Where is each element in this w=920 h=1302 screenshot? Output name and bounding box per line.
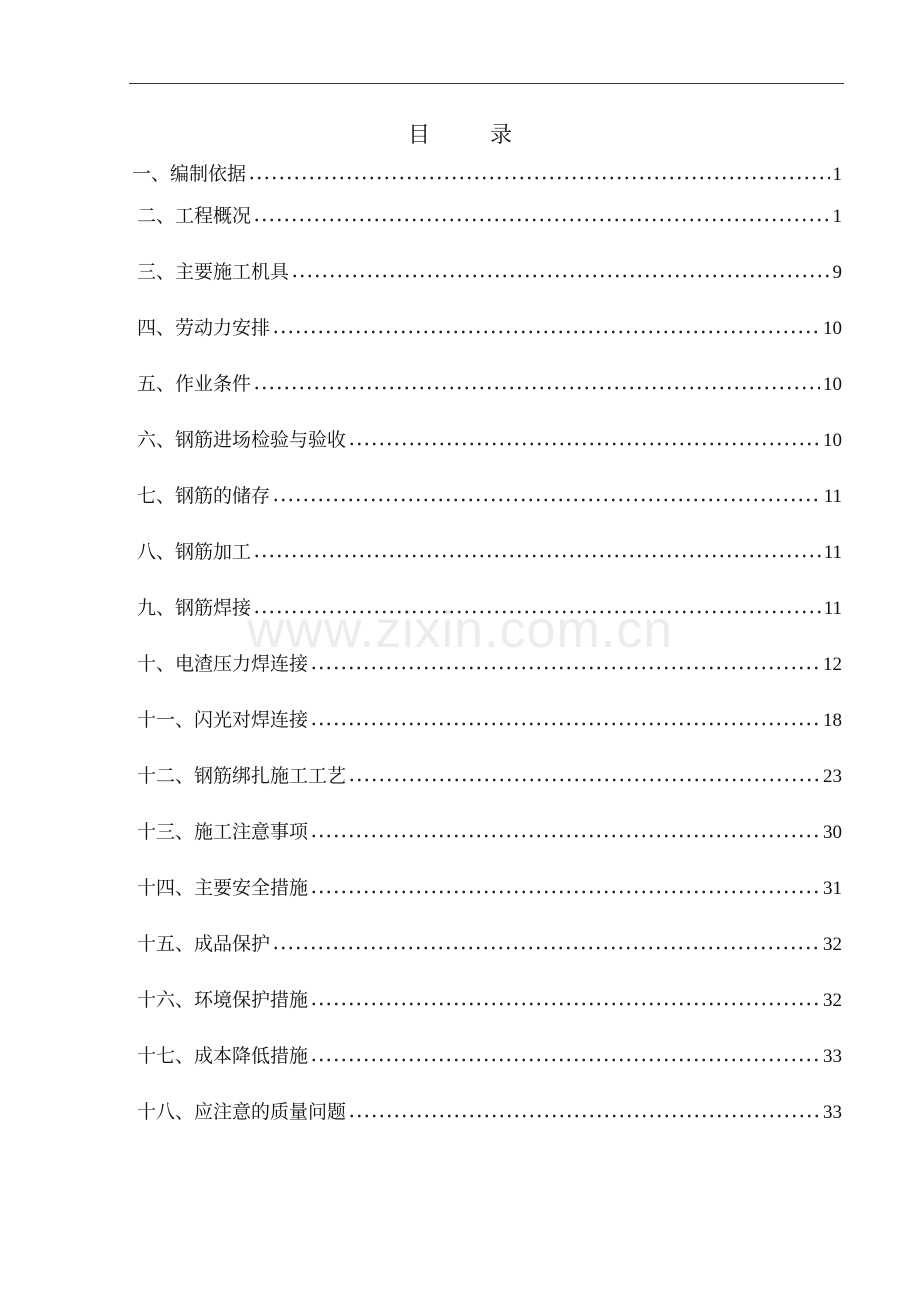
toc-dot-leader <box>310 1002 820 1006</box>
toc-entry-label: 十五、成品保护 <box>137 933 271 955</box>
toc-entry-page: 30 <box>823 822 842 843</box>
toc-entry-label: 十三、施工注意事项 <box>137 821 309 843</box>
toc-entry-4[interactable] <box>137 314 842 342</box>
toc-dot-leader <box>253 386 820 390</box>
toc-entry-18[interactable] <box>137 1098 842 1126</box>
toc-entry-label: 十八、应注意的质量问题 <box>137 1101 347 1123</box>
toc-dot-leader <box>253 218 829 222</box>
toc-entry-page: 10 <box>823 318 842 339</box>
toc-dot-leader <box>310 666 820 670</box>
toc-entry-label: 四、劳动力安排 <box>137 317 271 339</box>
toc-dot-leader <box>310 890 820 894</box>
toc-dot-leader <box>272 946 820 950</box>
toc-dot-leader <box>253 610 821 614</box>
toc-title-left: 目 <box>407 123 430 148</box>
toc-entry-page: 32 <box>823 934 842 955</box>
toc-entry-page: 1 <box>832 164 842 185</box>
toc-entry-page: 23 <box>823 766 842 787</box>
toc-entry-label: 十一、闪光对焊连接 <box>137 709 309 731</box>
toc-dot-leader <box>348 442 820 446</box>
toc-entry-page: 11 <box>823 486 842 507</box>
toc-entry-3[interactable] <box>137 258 842 286</box>
toc-entry-10[interactable] <box>137 650 842 678</box>
toc-entry-label: 六、钢筋进场检验与验收 <box>137 429 347 451</box>
toc-dot-leader <box>310 834 820 838</box>
toc-entry-12[interactable] <box>137 762 842 790</box>
toc-entry-label: 二、工程概况 <box>137 205 252 227</box>
toc-entry-page: 11 <box>823 598 842 619</box>
watermark: www.zixin.com.cn <box>246 601 674 659</box>
toc-entry-label: 一、编制依据 <box>132 163 247 185</box>
toc-entry-page: 10 <box>823 374 842 395</box>
toc-entry-17[interactable] <box>137 1042 842 1070</box>
toc-entry-page: 12 <box>823 654 842 675</box>
toc-entry-6[interactable] <box>137 426 842 454</box>
toc-entry-5[interactable] <box>137 370 842 398</box>
toc-entry-label: 十六、环境保护措施 <box>137 989 309 1011</box>
toc-entry-page: 11 <box>823 542 842 563</box>
toc-entry-13[interactable] <box>137 818 842 846</box>
toc-entry-page: 31 <box>823 878 842 899</box>
toc-entry-2[interactable] <box>137 202 842 230</box>
toc-entry-1[interactable] <box>132 160 842 188</box>
toc-entry-page: 9 <box>832 262 842 283</box>
toc-entry-14[interactable] <box>137 874 842 902</box>
toc-dot-leader <box>310 722 820 726</box>
toc-entry-9[interactable] <box>137 594 842 622</box>
toc-title-right: 录 <box>490 123 513 148</box>
toc-entry-label: 五、作业条件 <box>137 373 252 395</box>
toc-dot-leader <box>291 274 829 278</box>
toc-entry-label: 三、主要施工机具 <box>137 261 290 283</box>
toc-dot-leader <box>348 778 820 782</box>
toc-entry-label: 九、钢筋焊接 <box>137 597 252 619</box>
toc-entry-label: 八、钢筋加工 <box>137 541 252 563</box>
toc-dot-leader <box>310 1058 820 1062</box>
toc-entry-label: 十二、钢筋绑扎施工工艺 <box>137 765 347 787</box>
toc-entry-7[interactable] <box>137 482 842 510</box>
toc-entry-page: 32 <box>823 990 842 1011</box>
toc-dot-leader <box>253 554 821 558</box>
toc-entry-page: 33 <box>823 1046 842 1067</box>
toc-entry-page: 18 <box>823 710 842 731</box>
toc-entry-label: 十、电渣压力焊连接 <box>137 653 309 675</box>
toc-dot-leader <box>348 1114 820 1118</box>
toc-entry-label: 十四、主要安全措施 <box>137 877 309 899</box>
toc-entry-11[interactable] <box>137 706 842 734</box>
toc-entry-16[interactable] <box>137 986 842 1014</box>
toc-entry-label: 十七、成本降低措施 <box>137 1045 309 1067</box>
toc-entry-15[interactable] <box>137 930 842 958</box>
toc-entry-8[interactable] <box>137 538 842 566</box>
toc-dot-leader <box>248 176 829 180</box>
toc-dot-leader <box>272 498 821 502</box>
toc-dot-leader <box>272 330 820 334</box>
toc-entry-page: 33 <box>823 1102 842 1123</box>
toc-entry-page: 10 <box>823 430 842 451</box>
toc-entry-label: 七、钢筋的储存 <box>137 485 271 507</box>
toc-entry-page: 1 <box>832 206 842 227</box>
